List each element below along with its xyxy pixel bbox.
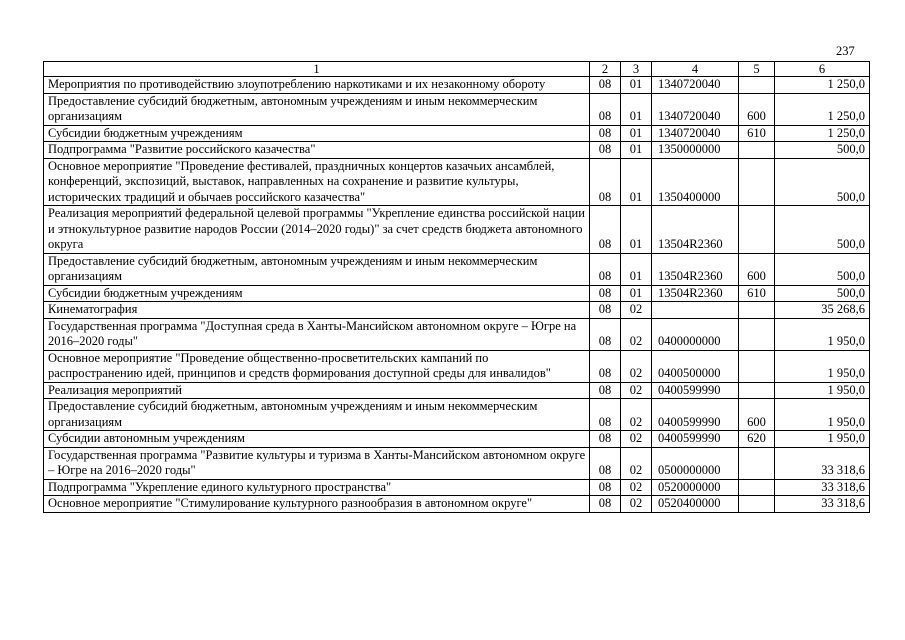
cell-name: Государственная программа "Развитие культуры и туризма в Ханты-Мансийском автономном округе – Югре на 2016–2020 годы"	[44, 447, 590, 479]
cell-name: Предоставление субсидий бюджетным, автономным учреждениям и иным некоммерческим организациям	[44, 399, 590, 431]
cell-amount: 500,0	[775, 285, 870, 302]
cell-name: Подпрограмма "Укрепление единого культурного пространства"	[44, 479, 590, 496]
table-row	[44, 285, 870, 302]
cell-subsection: 02	[621, 399, 652, 431]
cell-section: 08	[590, 399, 621, 431]
cell-target-code: 1340720040	[652, 77, 739, 94]
cell-name: Мероприятия по противодействию злоупотреблению наркотиками и их незаконному обороту	[44, 77, 590, 94]
cell-expense-type	[739, 206, 775, 254]
cell-amount: 33 318,6	[775, 447, 870, 479]
cell-target-code: 1340720040	[652, 93, 739, 125]
column-header: 3	[621, 62, 652, 77]
cell-expense-type: 600	[739, 253, 775, 285]
cell-subsection: 02	[621, 350, 652, 382]
cell-target-code: 13504R2360	[652, 285, 739, 302]
column-header: 1	[44, 62, 590, 77]
cell-name: Основное мероприятие "Стимулирование культурного разнообразия в автономном округе"	[44, 496, 590, 513]
cell-name: Субсидии бюджетным учреждениям	[44, 125, 590, 142]
cell-target-code: 0520400000	[652, 496, 739, 513]
cell-target-code: 1350400000	[652, 158, 739, 206]
cell-amount: 500,0	[775, 142, 870, 159]
cell-section: 08	[590, 93, 621, 125]
cell-target-code: 0400599990	[652, 382, 739, 399]
table-row	[44, 77, 870, 94]
cell-amount: 1 950,0	[775, 318, 870, 350]
cell-section: 08	[590, 125, 621, 142]
cell-name: Подпрограмма "Развитие российского казачества"	[44, 142, 590, 159]
cell-section: 08	[590, 206, 621, 254]
table-row	[44, 479, 870, 496]
cell-expense-type	[739, 496, 775, 513]
cell-target-code: 13504R2360	[652, 206, 739, 254]
cell-target-code: 0400500000	[652, 350, 739, 382]
cell-target-code: 13504R2360	[652, 253, 739, 285]
cell-expense-type	[739, 302, 775, 319]
table-row	[44, 142, 870, 159]
cell-expense-type	[739, 447, 775, 479]
cell-amount: 500,0	[775, 253, 870, 285]
cell-target-code: 0400599990	[652, 399, 739, 431]
cell-amount: 1 250,0	[775, 125, 870, 142]
cell-subsection: 01	[621, 77, 652, 94]
table-row	[44, 206, 870, 254]
table-row	[44, 302, 870, 319]
cell-name: Реализация мероприятий федеральной целевой программы "Укрепление единства российской нации и этнокультурное развитие народов России (2014–2020 годы)" за счет средств бюджета автономного округа	[44, 206, 590, 254]
cell-target-code: 0400000000	[652, 318, 739, 350]
cell-amount: 1 950,0	[775, 431, 870, 448]
cell-name: Основное мероприятие "Проведение общественно-просветительских кампаний по распространению идей, принципов и средств формирования доступной среды для инвалидов"	[44, 350, 590, 382]
cell-section: 08	[590, 382, 621, 399]
cell-target-code: 1350000000	[652, 142, 739, 159]
column-header: 6	[775, 62, 870, 77]
cell-name: Субсидии автономным учреждениям	[44, 431, 590, 448]
cell-section: 08	[590, 142, 621, 159]
cell-expense-type	[739, 77, 775, 94]
cell-subsection: 02	[621, 302, 652, 319]
cell-expense-type: 620	[739, 431, 775, 448]
cell-subsection: 02	[621, 447, 652, 479]
cell-amount: 33 318,6	[775, 496, 870, 513]
table-row	[44, 93, 870, 125]
cell-section: 08	[590, 302, 621, 319]
cell-expense-type	[739, 318, 775, 350]
table-row	[44, 447, 870, 479]
cell-name: Предоставление субсидий бюджетным, автономным учреждениям и иным некоммерческим организациям	[44, 253, 590, 285]
cell-expense-type: 600	[739, 399, 775, 431]
column-header: 4	[652, 62, 739, 77]
cell-name: Предоставление субсидий бюджетным, автономным учреждениям и иным некоммерческим организациям	[44, 93, 590, 125]
table-row	[44, 125, 870, 142]
cell-subsection: 02	[621, 479, 652, 496]
table-row	[44, 350, 870, 382]
table-row	[44, 431, 870, 448]
cell-target-code	[652, 302, 739, 319]
cell-subsection: 01	[621, 142, 652, 159]
cell-subsection: 01	[621, 158, 652, 206]
cell-target-code: 0500000000	[652, 447, 739, 479]
cell-amount: 1 250,0	[775, 93, 870, 125]
cell-expense-type	[739, 142, 775, 159]
cell-section: 08	[590, 253, 621, 285]
table-row	[44, 496, 870, 513]
cell-section: 08	[590, 285, 621, 302]
cell-subsection: 01	[621, 285, 652, 302]
cell-amount: 1 950,0	[775, 399, 870, 431]
cell-expense-type: 610	[739, 285, 775, 302]
cell-section: 08	[590, 431, 621, 448]
cell-amount: 1 250,0	[775, 77, 870, 94]
cell-target-code: 0520000000	[652, 479, 739, 496]
cell-subsection: 02	[621, 496, 652, 513]
cell-expense-type	[739, 479, 775, 496]
cell-target-code: 0400599990	[652, 431, 739, 448]
cell-section: 08	[590, 318, 621, 350]
cell-amount: 500,0	[775, 158, 870, 206]
cell-name: Государственная программа "Доступная среда в Ханты-Мансийском автономном округе – Югре на 2016–2020 годы"	[44, 318, 590, 350]
table-row	[44, 253, 870, 285]
cell-name: Реализация мероприятий	[44, 382, 590, 399]
cell-expense-type: 600	[739, 93, 775, 125]
table-row	[44, 382, 870, 399]
cell-expense-type	[739, 158, 775, 206]
cell-subsection: 02	[621, 431, 652, 448]
cell-section: 08	[590, 158, 621, 206]
cell-subsection: 01	[621, 125, 652, 142]
cell-subsection: 01	[621, 206, 652, 254]
cell-expense-type	[739, 350, 775, 382]
table-row	[44, 318, 870, 350]
cell-subsection: 01	[621, 93, 652, 125]
cell-amount: 35 268,6	[775, 302, 870, 319]
cell-section: 08	[590, 447, 621, 479]
cell-expense-type	[739, 382, 775, 399]
column-header-row	[44, 62, 870, 77]
cell-amount: 500,0	[775, 206, 870, 254]
cell-section: 08	[590, 77, 621, 94]
cell-expense-type: 610	[739, 125, 775, 142]
table-row	[44, 158, 870, 206]
column-header: 5	[739, 62, 775, 77]
cell-amount: 1 950,0	[775, 350, 870, 382]
cell-name: Субсидии бюджетным учреждениям	[44, 285, 590, 302]
cell-amount: 33 318,6	[775, 479, 870, 496]
budget-table	[43, 61, 870, 513]
cell-target-code: 1340720040	[652, 125, 739, 142]
cell-name: Основное мероприятие "Проведение фестивалей, праздничных концертов казачьих ансамблей, конференций, экспозиций, выставок, направленных на сохранение и развитие культуры, исторических традиций и обычаев российского казачества"	[44, 158, 590, 206]
cell-name: Кинематография	[44, 302, 590, 319]
cell-section: 08	[590, 496, 621, 513]
cell-section: 08	[590, 350, 621, 382]
cell-subsection: 01	[621, 253, 652, 285]
cell-subsection: 02	[621, 318, 652, 350]
cell-amount: 1 950,0	[775, 382, 870, 399]
table-row	[44, 399, 870, 431]
cell-section: 08	[590, 479, 621, 496]
page-number: 237	[836, 44, 855, 58]
cell-subsection: 02	[621, 382, 652, 399]
column-header: 2	[590, 62, 621, 77]
